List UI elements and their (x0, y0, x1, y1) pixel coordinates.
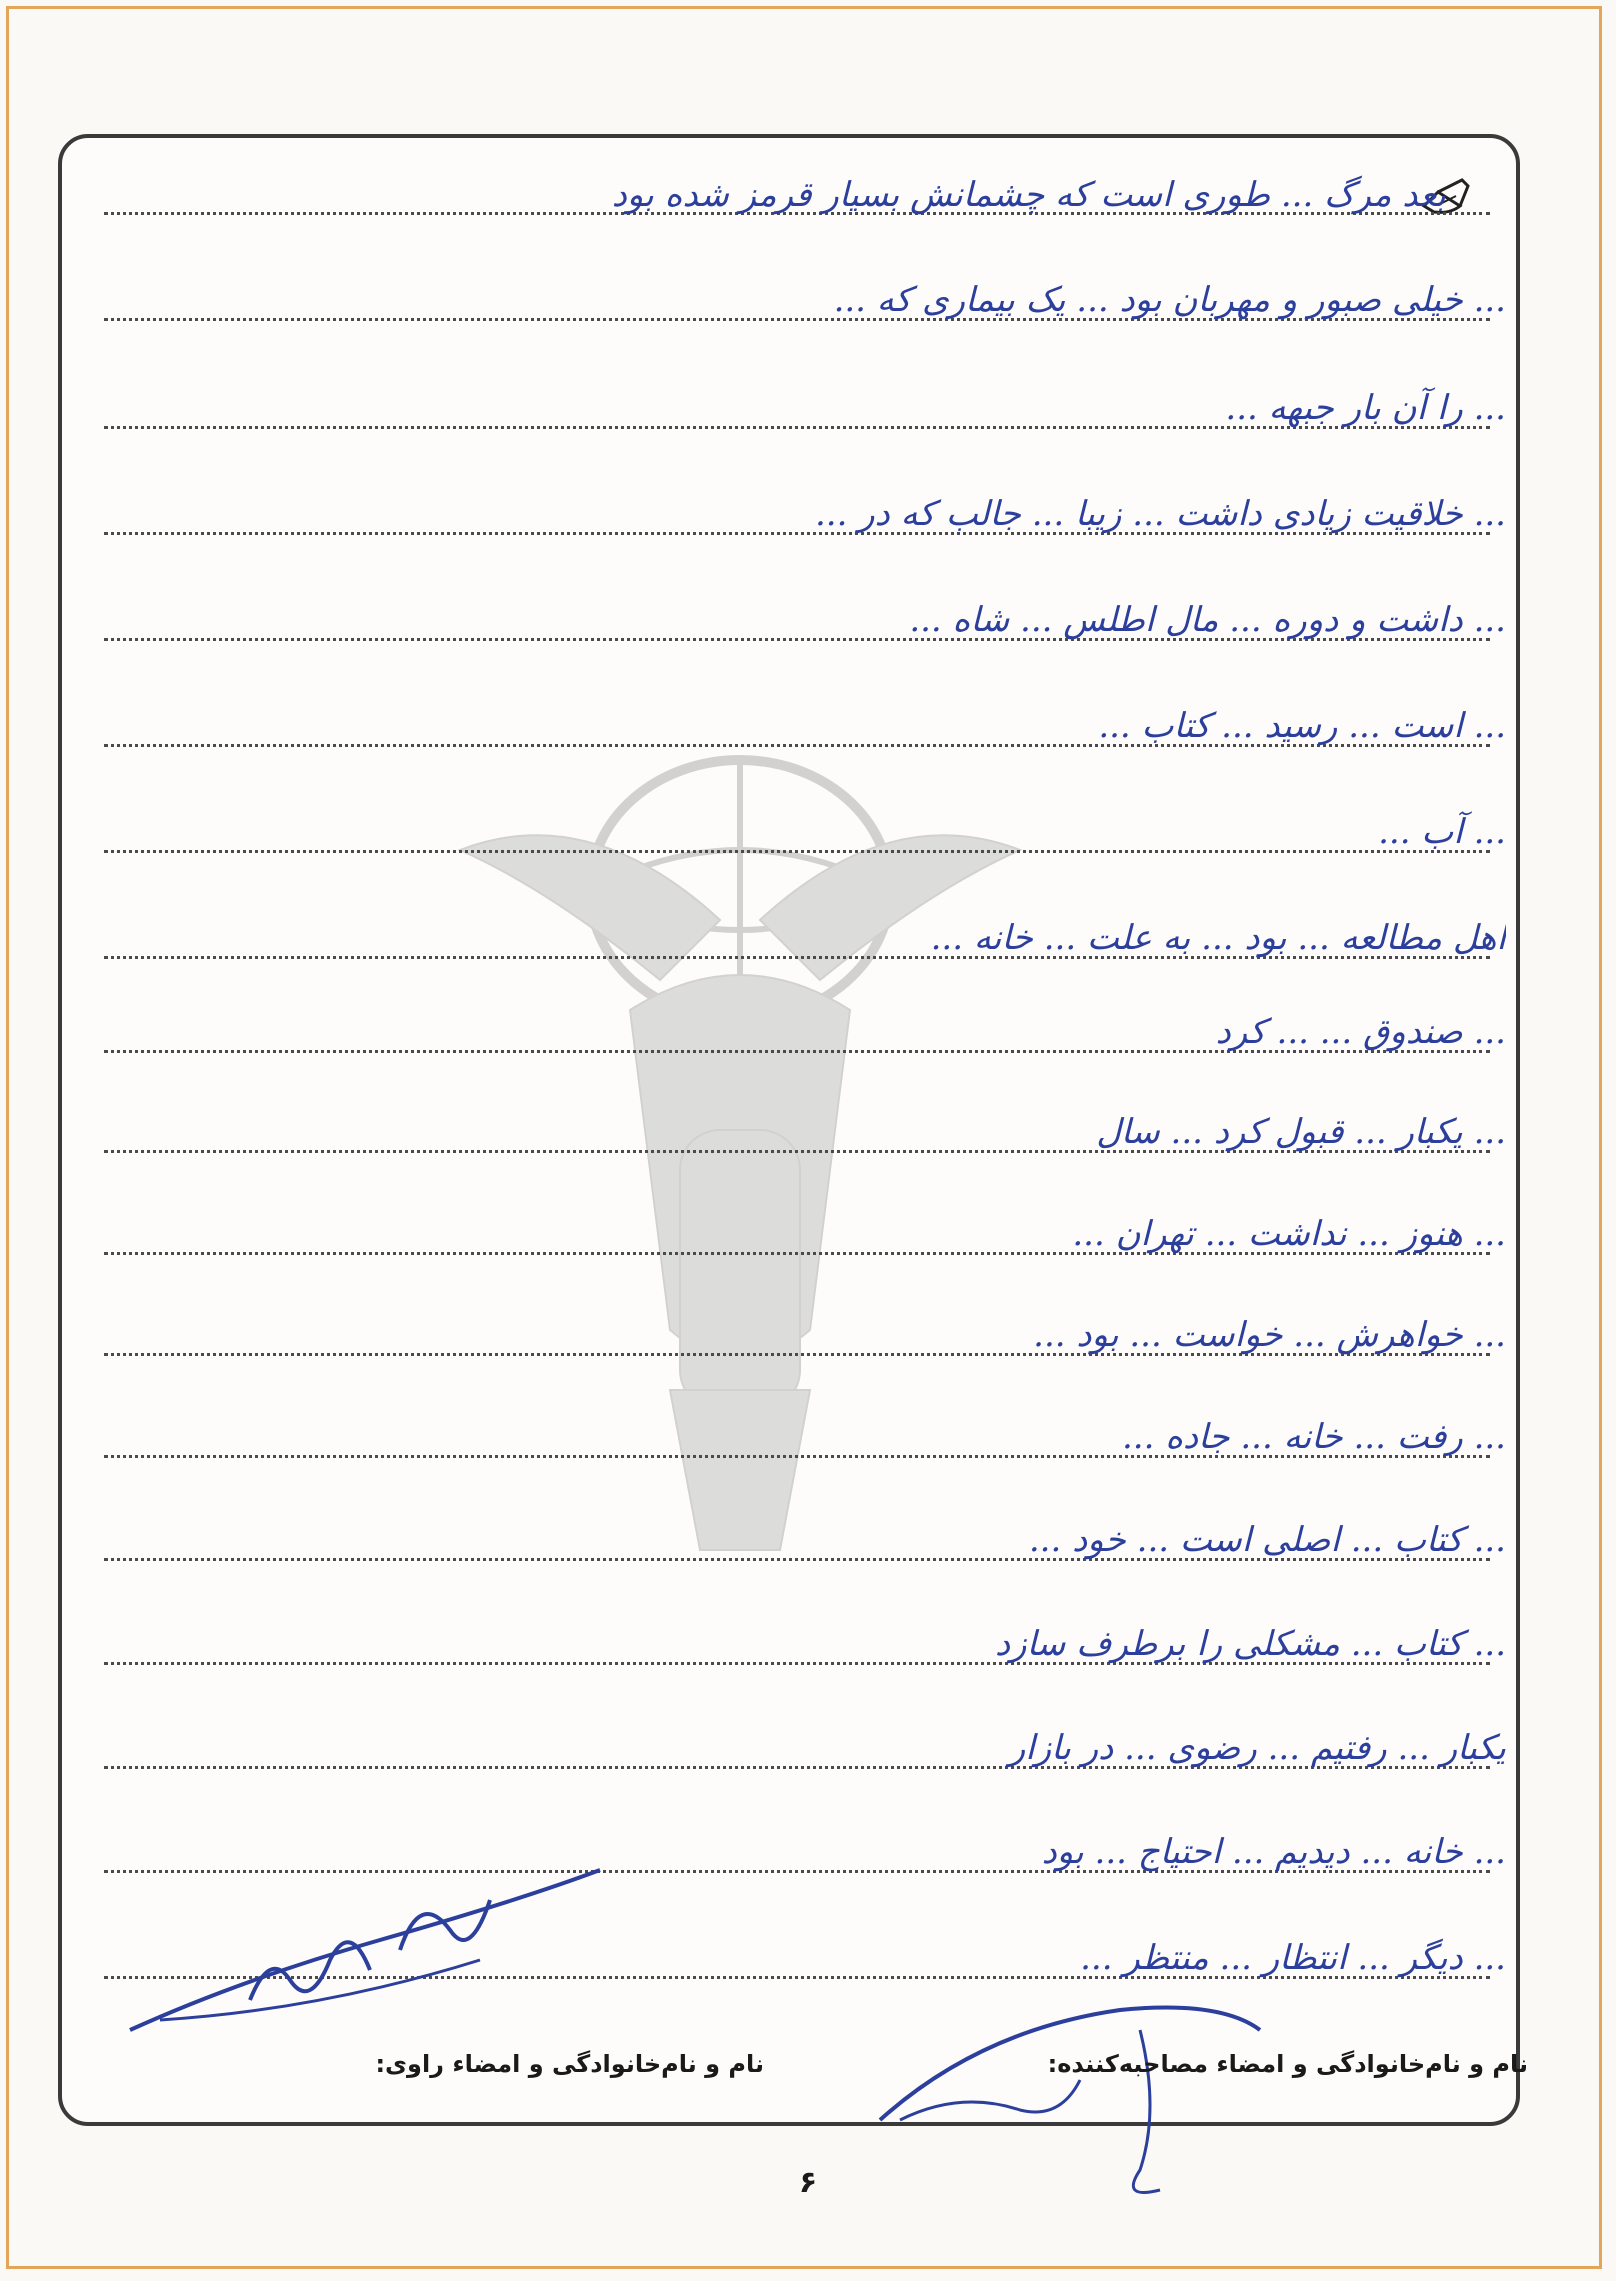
handwritten-line: یکبار ... رفتیم ... رضوی ... در بازار (1008, 1728, 1506, 1768)
handwritten-line: ... خواهرش ... خواست ... بود ... (1033, 1315, 1506, 1355)
interviewer-signature-label: نام و نام‌خانوادگی و امضاء مصاحبه‌کننده: (1047, 2050, 1528, 2078)
handwritten-line: ... کتاب ... اصلی است ... خود ... (1028, 1520, 1506, 1560)
handwritten-line: ... آب ... (1378, 812, 1506, 852)
narrator-signature-label: نام و نام‌خانوادگی و امضاء راوی: (375, 2050, 764, 2078)
handwritten-line: اهل مطالعه ... بود ... به علت ... خانه ... (930, 918, 1506, 958)
handwritten-line: ... خیلی صبور و مهربان بود ... یک بیماری که ... (833, 280, 1506, 320)
handwritten-line: ... یکبار ... قبول کرد ... سال (1096, 1112, 1506, 1152)
handwritten-line: ... کتاب ... مشکلی را برطرف سازد (995, 1624, 1506, 1664)
handwritten-line: ... را آن بار جبهه ... (1225, 388, 1506, 428)
handwritten-line: ... خانه ... دیدیم ... احتیاج ... بود (1041, 1832, 1506, 1872)
handwritten-line: ... دیگر ... انتظار ... منتظر ... (1080, 1938, 1506, 1978)
handwritten-line: ... صندوق ... ... کرد (1215, 1012, 1506, 1052)
handwritten-line: ... خلاقیت زیادی داشت ... زیبا ... جالب که در ... (814, 494, 1506, 534)
page-number: ۶ (798, 2165, 818, 2200)
handwritten-line: ... رفت ... خانه ... جاده ... (1122, 1417, 1506, 1457)
handwritten-line: ... است ... رسید ... کتاب ... (1098, 706, 1506, 746)
handwritten-line: ... داشت و دوره ... مال اطلس ... شاه ... (909, 600, 1506, 640)
handwritten-line: ... هنوز ... نداشت ... تهران ... (1072, 1214, 1506, 1254)
handwritten-line: بعد مرگ ... طوری است که چشمانش بسیار قرمز شده بود (611, 175, 1446, 215)
